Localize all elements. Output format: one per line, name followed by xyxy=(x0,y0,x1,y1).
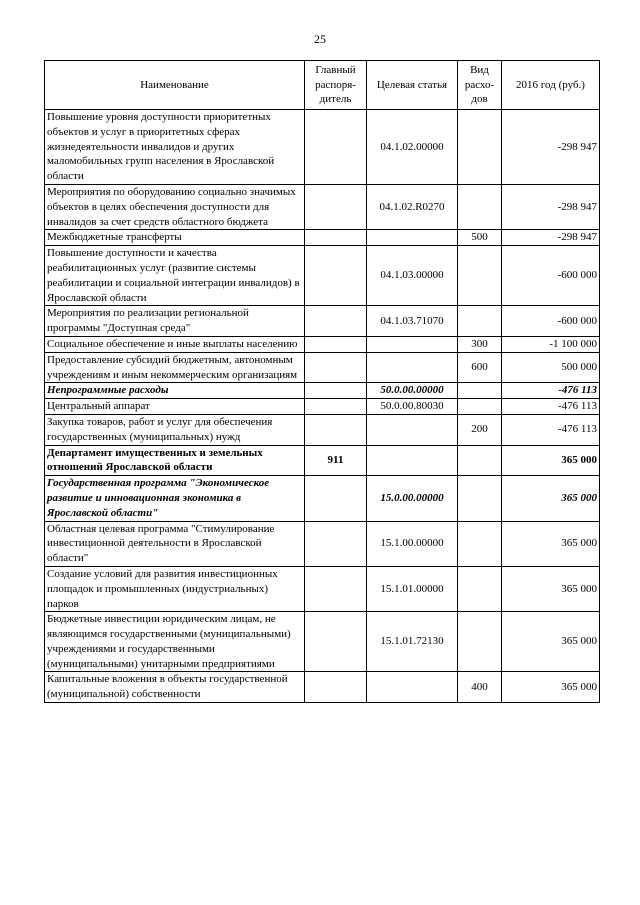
cell-code xyxy=(367,230,458,246)
cell-name: Повышение уровня доступности приоритетных объектов и услуг в приоритетных сферах жизнедеятельности инвалидов и других маломобильных групп населения в Ярославской области xyxy=(45,110,305,185)
table-row xyxy=(45,672,600,703)
cell-admin xyxy=(305,230,367,246)
cell-type xyxy=(458,445,502,476)
cell-type xyxy=(458,612,502,672)
cell-type xyxy=(458,476,502,521)
header-amount: 2016 год (руб.) xyxy=(502,61,600,110)
table-row xyxy=(45,414,600,445)
header-type: Вид расхо-дов xyxy=(458,61,502,110)
cell-type xyxy=(458,399,502,415)
cell-admin xyxy=(305,672,367,703)
cell-code xyxy=(367,445,458,476)
cell-amount: -1 100 000 xyxy=(502,336,600,352)
cell-name: Межбюджетные трансферты xyxy=(45,230,305,246)
cell-name: Мероприятия по реализации региональной программы "Доступная среда" xyxy=(45,306,305,337)
cell-type xyxy=(458,184,502,229)
cell-admin xyxy=(305,184,367,229)
table-header-row xyxy=(45,61,600,110)
cell-type xyxy=(458,566,502,611)
table-row xyxy=(45,306,600,337)
cell-amount: -476 113 xyxy=(502,399,600,415)
cell-type: 400 xyxy=(458,672,502,703)
cell-admin xyxy=(305,476,367,521)
cell-code: 04.1.02.R0270 xyxy=(367,184,458,229)
cell-admin xyxy=(305,414,367,445)
cell-name: Бюджетные инвестиции юридическим лицам, не являющимся государственными (муниципальными) учреждениями и государственными (муниципальными) унитарными предприятиями xyxy=(45,612,305,672)
cell-name: Государственная программа "Экономическое развитие и инновационная экономика в Ярославской области" xyxy=(45,476,305,521)
table-row xyxy=(45,230,600,246)
table-row xyxy=(45,336,600,352)
cell-code: 04.1.02.00000 xyxy=(367,110,458,185)
cell-code: 04.1.03.71070 xyxy=(367,306,458,337)
cell-code: 04.1.03.00000 xyxy=(367,246,458,306)
cell-type: 500 xyxy=(458,230,502,246)
cell-type xyxy=(458,521,502,566)
table-row xyxy=(45,445,600,476)
budget-table xyxy=(44,60,600,703)
cell-admin xyxy=(305,521,367,566)
cell-admin xyxy=(305,566,367,611)
cell-admin xyxy=(305,110,367,185)
cell-name: Центральный аппарат xyxy=(45,399,305,415)
cell-name: Социальное обеспечение и иные выплаты населению xyxy=(45,336,305,352)
table-row xyxy=(45,612,600,672)
table-row xyxy=(45,566,600,611)
cell-code: 15.1.01.00000 xyxy=(367,566,458,611)
cell-type xyxy=(458,246,502,306)
cell-amount: -600 000 xyxy=(502,246,600,306)
cell-code xyxy=(367,352,458,383)
cell-admin xyxy=(305,352,367,383)
cell-admin xyxy=(305,306,367,337)
cell-name: Мероприятия по оборудованию социально значимых объектов в целях обеспечения доступности для инвалидов за счет средств областного бюджета xyxy=(45,184,305,229)
cell-amount: 365 000 xyxy=(502,521,600,566)
table-row xyxy=(45,110,600,185)
cell-name: Создание условий для развития инвестиционных площадок и промышленных (индустриальных) парков xyxy=(45,566,305,611)
table-row xyxy=(45,383,600,399)
cell-type xyxy=(458,383,502,399)
cell-amount: -298 947 xyxy=(502,110,600,185)
cell-amount: -476 113 xyxy=(502,383,600,399)
cell-admin xyxy=(305,336,367,352)
cell-code xyxy=(367,414,458,445)
cell-name: Закупка товаров, работ и услуг для обеспечения государственных (муниципальных) нужд xyxy=(45,414,305,445)
cell-amount: 365 000 xyxy=(502,445,600,476)
page-number: 25 xyxy=(314,32,326,46)
cell-code xyxy=(367,336,458,352)
cell-amount: 365 000 xyxy=(502,672,600,703)
cell-code: 15.0.00.00000 xyxy=(367,476,458,521)
header-name: Наименование xyxy=(45,61,305,110)
cell-amount: 365 000 xyxy=(502,476,600,521)
cell-name: Предоставление субсидий бюджетным, автономным учреждениям и иным некоммерческим организациям xyxy=(45,352,305,383)
cell-code: 50.0.00.80030 xyxy=(367,399,458,415)
cell-amount: -600 000 xyxy=(502,306,600,337)
cell-type xyxy=(458,306,502,337)
cell-code: 50.0.00.00000 xyxy=(367,383,458,399)
cell-name: Повышение доступности и качества реабилитационных услуг (развитие системы реабилитации и социальной интеграции инвалидов) в Ярославской области xyxy=(45,246,305,306)
cell-type: 300 xyxy=(458,336,502,352)
cell-amount: -298 947 xyxy=(502,230,600,246)
cell-admin xyxy=(305,383,367,399)
cell-admin: 911 xyxy=(305,445,367,476)
cell-type xyxy=(458,110,502,185)
cell-amount: -298 947 xyxy=(502,184,600,229)
header-code: Целевая статья xyxy=(367,61,458,110)
cell-name: Департамент имущественных и земельных отношений Ярославской области xyxy=(45,445,305,476)
cell-amount: 365 000 xyxy=(502,612,600,672)
cell-name: Непрограммные расходы xyxy=(45,383,305,399)
table-row xyxy=(45,476,600,521)
cell-name: Областная целевая программа "Стимулирование инвестиционной деятельности в Ярославской области" xyxy=(45,521,305,566)
header-admin: Главный распоря-дитель xyxy=(305,61,367,110)
cell-code: 15.1.01.72130 xyxy=(367,612,458,672)
table-row xyxy=(45,399,600,415)
table-row xyxy=(45,184,600,229)
table-row xyxy=(45,352,600,383)
cell-type: 600 xyxy=(458,352,502,383)
cell-name: Капитальные вложения в объекты государственной (муниципальной) собственности xyxy=(45,672,305,703)
table-row xyxy=(45,246,600,306)
table-row xyxy=(45,521,600,566)
cell-admin xyxy=(305,399,367,415)
cell-code xyxy=(367,672,458,703)
cell-amount: 365 000 xyxy=(502,566,600,611)
cell-type: 200 xyxy=(458,414,502,445)
cell-amount: -476 113 xyxy=(502,414,600,445)
cell-admin xyxy=(305,246,367,306)
cell-code: 15.1.00.00000 xyxy=(367,521,458,566)
cell-admin xyxy=(305,612,367,672)
cell-amount: 500 000 xyxy=(502,352,600,383)
